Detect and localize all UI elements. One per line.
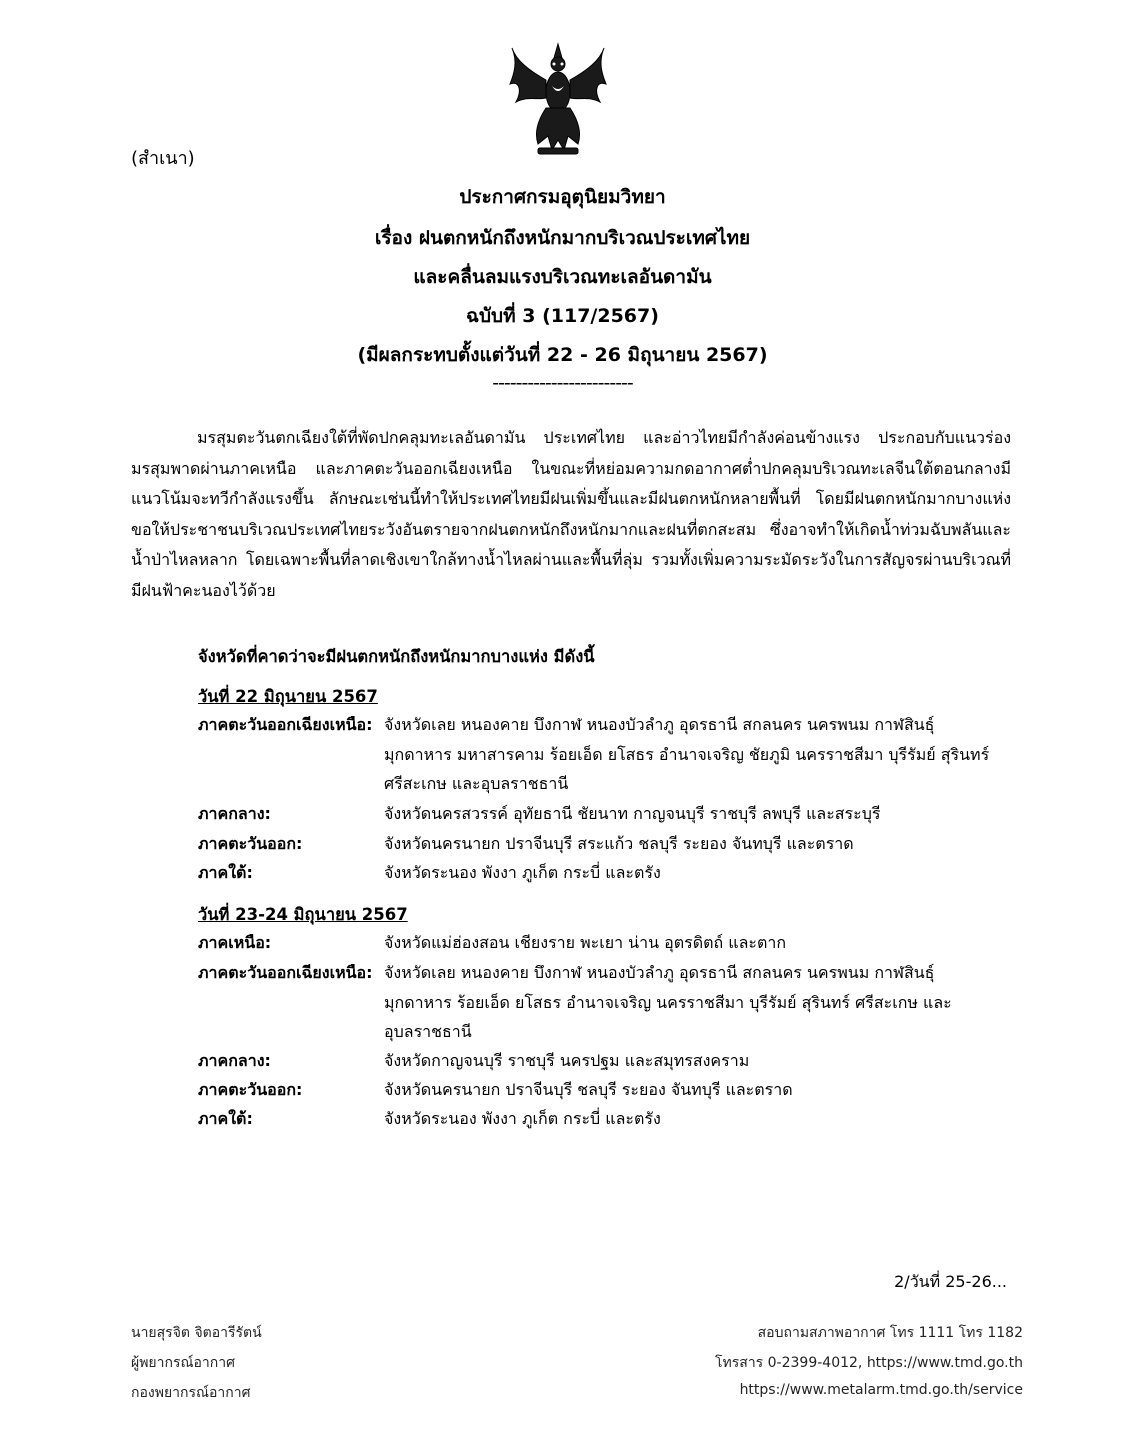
contact-phone: สอบถามสภาพอากาศ โทร 1111 โทร 1182 [757,1325,1023,1341]
region-provinces: จังหวัดเลย หนองคาย บึงกาฬ หนองบัวลำภู อุดรธานี สกลนคร นครพนม กาฬสินธุ์ มุกดาหาร ร้อยเอ็ด ยโสธร อำนาจเจริญ นครราชสีมา บุรีรัมย์ สุรินทร์ ศรีสะเกษ และอุบลราชธานี [384,963,952,1041]
region-provinces: จังหวัดแม่ฮ่องสอน เชียงราย พะเยา น่าน อุตรดิตถ์ และตาก [384,933,787,952]
region-label: ภาคใต้: [198,1109,253,1128]
region-provinces: จังหวัดระนอง พังงา ภูเก็ต กระบี่ และตรัง [384,863,661,882]
next-page-marker: 2/วันที่ 25-26... [894,1272,1007,1291]
title-divider: ------------------------ [492,372,633,394]
region-provinces: จังหวัดนครนายก ปราจีนบุรี สระแก้ว ชลบุรี ระยอง จันทบุรี และตราด [384,834,854,853]
region-row [198,1046,998,1076]
date-heading: วันที่ 23-24 มิถุนายน 2567 [198,905,408,924]
region-label: ภาคตะวันออกเฉียงเหนือ: [198,963,373,982]
region-label: ภาคตะวันออกเฉียงเหนือ: [198,715,373,734]
region-label: ภาคตะวันออก: [198,1080,303,1099]
title-subject-cont: และคลื่นลมแรงบริเวณทะเลอันดามัน [413,266,712,288]
region-label: ภาคกลาง: [198,804,271,823]
region-row [198,1104,998,1134]
region-label: ภาคตะวันออก: [198,834,303,853]
region-row [198,858,998,888]
region-label: ภาคกลาง: [198,1051,271,1070]
region-row [198,1075,998,1105]
intro-section [131,423,1011,606]
signer-name: นายสุรจิต จิตอารีรัตน์ [131,1325,262,1341]
signer-division: กองพยากรณ์อากาศ [131,1385,251,1401]
region-provinces: จังหวัดนครนายก ปราจีนบุรี ชลบุรี ระยอง จันทบุรี และตราด [384,1080,793,1099]
intro-paragraph: มรสุมตะวันตกเฉียงใต้ที่พัดปกคลุมทะเลอันดามัน ประเทศไทย และอ่าวไทยมีกำลังค่อนข้างแรง ประกอบกับแนวร่องมรสุมพาดผ่านภาคเหนือ และภาคตะวันออกเฉียงเหนือ ในขณะที่หย่อมความกดอากาศต่ำปกคลุมบริเวณทะเลจีนใต้ตอนกลางมีแนวโน้มจะทวีกำลังแรงขึ้น ลักษณะเช่นนี้ทำให้ประเทศไทยมีฝนเพิ่มขึ้นและมีฝนตกหนักหลายพื้นที่ โดยมีฝนตกหนักมากบางแห่ง ขอให้ประชาชนบริเวณประเทศไทยระวังอันตรายจากฝนตกหนักถึงหนักมากและฝนที่ตกสะสม ซึ่งอาจทำให้เกิดน้ำท่วมฉับพลันและน้ำป่าไหลหลาก โดยเฉพาะพื้นที่ลาดเชิงเขาใกล้ทางน้ำไหลผ่านและพื้นที่ลุ่ม รวมทั้งเพิ่มความระมัดระวังในการสัญจรผ่านบริเวณที่มีฝนฟ้าคะนองไว้ด้วย [131,428,1011,600]
region-row [198,799,998,829]
title-subject: เรื่อง ฝนตกหนักถึงหนักมากบริเวณประเทศไทย [374,227,751,249]
title-agency: ประกาศกรมอุตุนิยมวิทยา [459,186,666,208]
date-heading: วันที่ 22 มิถุนายน 2567 [198,687,378,706]
title-effective-dates: (มีผลกระทบตั้งแต่วันที่ 22 - 26 มิถุนายน 2567) [357,344,768,366]
region-row [198,928,998,958]
contact-web-link[interactable]: https://www.metalarm.tmd.go.th/service [739,1382,1023,1398]
region-provinces: จังหวัดกาญจนบุรี ราชบุรี นครปฐม และสมุทรสงคราม [384,1051,750,1070]
region-row [198,710,998,799]
provinces-heading: จังหวัดที่คาดว่าจะมีฝนตกหนักถึงหนักมากบางแห่ง มีดังนี้ [198,647,595,666]
copy-label: (สำเนา) [131,148,195,169]
region-row [198,958,998,1047]
region-row [198,829,998,859]
signer-title: ผู้พยากรณ์อากาศ [131,1355,235,1371]
region-provinces: จังหวัดเลย หนองคาย บึงกาฬ หนองบัวลำภู อุดรธานี สกลนคร นครพนม กาฬสินธุ์ มุกดาหาร มหาสารคาม ร้อยเอ็ด ยโสธร อำนาจเจริญ ชัยภูมิ นครราชสีมา บุรีรัมย์ สุรินทร์ ศรีสะเกษ และอุบลราชธานี [384,715,990,793]
title-issue-number: ฉบับที่ 3 (117/2567) [466,305,659,327]
region-label: ภาคใต้: [198,863,253,882]
region-provinces: จังหวัดนครสวรรค์ อุทัยธานี ชัยนาท กาญจนบุรี ราชบุรี ลพบุรี และสระบุรี [384,804,881,823]
region-provinces: จังหวัดระนอง พังงา ภูเก็ต กระบี่ และตรัง [384,1109,661,1128]
garuda-emblem-icon [508,40,608,158]
contact-fax-link[interactable]: โทรสาร 0-2399-4012, https://www.tmd.go.th [715,1355,1023,1371]
region-label: ภาคเหนือ: [198,933,272,952]
